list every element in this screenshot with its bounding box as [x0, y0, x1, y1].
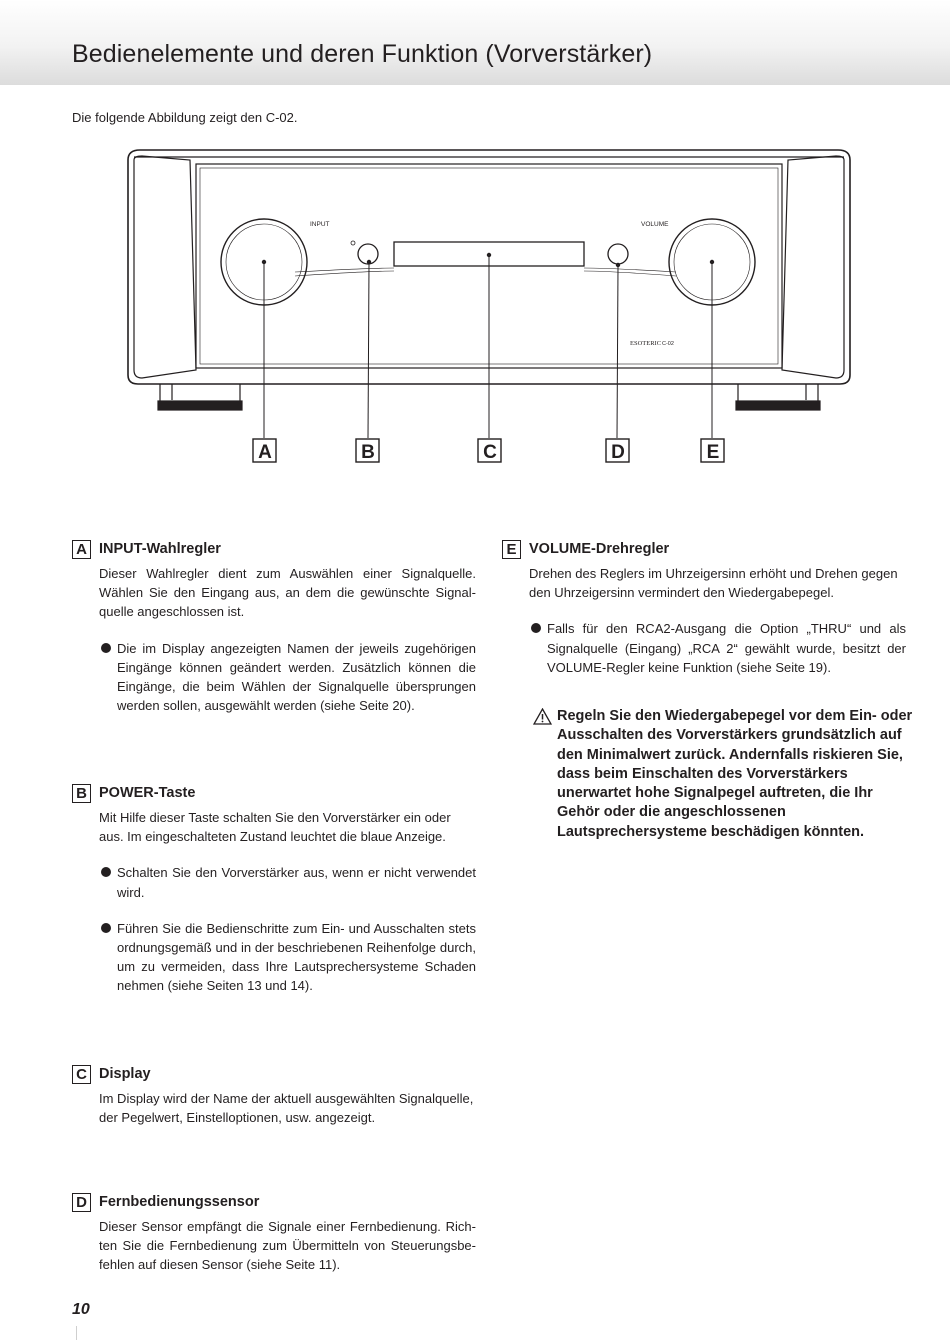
- device-illustration: [0, 140, 950, 480]
- bullet-text: Die im Display angezeigten Namen der jeweils zugehörigen Eingänge können geändert werden. Zusätzlich können die Eingänge, die beim Wählen der Signalquelle übersprungen werden sollen, ausgewählt werden (siehe Seite 20).: [117, 640, 476, 714]
- callout-e: E: [706, 442, 720, 463]
- section-title: VOLUME-Drehregler: [529, 541, 670, 557]
- warning-triangle-icon: [533, 708, 552, 725]
- bullet-dot: [531, 623, 541, 633]
- bullet-item: [529, 619, 906, 677]
- section-letter: B: [72, 784, 91, 803]
- input-label: INPUT: [310, 221, 330, 228]
- section-display: [72, 1065, 476, 1127]
- section-letter: E: [502, 540, 521, 559]
- section-text: Dieser Sensor empfängt die Signale einer Fernbedienung. Richten Sie die Fernbedienung zum Übermitteln von Steuerungsbefehlen auf diesen Sensor (siehe Seite 11).: [99, 1219, 476, 1273]
- section-text: Mit Hilfe dieser Taste schalten Sie den Vorverstärker ein oder aus. Im eingeschalteten Zustand leuchtet die blaue Anzeige.: [99, 810, 451, 845]
- section-title: POWER-Taste: [99, 785, 196, 801]
- page-number: 10: [72, 1301, 90, 1318]
- callout-d: D: [611, 442, 625, 463]
- warning-note: [533, 707, 913, 842]
- volume-label: VOLUME: [641, 221, 669, 228]
- section-text: Im Display wird der Name der aktuell ausgewählten Signalquelle, der Pegelwert, Einstelloptionen, usw. angezeigt.: [99, 1091, 474, 1126]
- section-letter: C: [72, 1065, 91, 1084]
- bullet-dot: [101, 867, 111, 877]
- warning-text: Regeln Sie den Wiedergabepegel vor dem Ein- oder Ausschalten des Vorverstärkers grundsätzlich auf den Minimalwert zurück. Andernfalls riskieren Sie, dass beim Einschalten des Vorverstärkers unerwartet hohe Signalpegel auftreten, die Ihr Gehör oder die angeschlossenen Lautsprechersysteme beschädigen könnten.: [557, 708, 913, 840]
- bullet-dot: [101, 923, 111, 933]
- callout-a: A: [258, 442, 272, 463]
- page-title: Bedienelemente und deren Funktion (Vorverstärker): [72, 40, 653, 68]
- model-label: C-02: [662, 341, 674, 347]
- section-title: Fernbedienungssensor: [99, 1194, 260, 1210]
- section-volume-control: [502, 540, 906, 677]
- callout-b: B: [361, 442, 375, 463]
- section-text: Dieser Wahlregler dient zum Auswählen einer Signalquelle. Wählen Sie den Eingang aus, an dem die gewünschte Signalquelle angeschlossen ist.: [99, 566, 476, 620]
- page-edge-mark: [76, 1326, 78, 1340]
- section-input-selector: [72, 540, 476, 715]
- bullet-item: [99, 639, 476, 716]
- section-title: Display: [99, 1066, 151, 1082]
- section-title: INPUT-Wahlregler: [99, 541, 221, 557]
- section-remote-sensor: [72, 1193, 476, 1275]
- section-letter: D: [72, 1193, 91, 1212]
- bullet-text: Führen Sie die Bedienschritte zum Ein- und Ausschalten stets ordnungsgemäß und in der beschriebenen Reihenfolge durch, um zu vermeiden, dass Ihre Lautsprechersysteme Schaden nehmen (siehe Seiten 13 und 14).: [117, 920, 476, 994]
- bullet-item: [99, 863, 476, 901]
- bullet-text: Schalten Sie den Vorverstärker aus, wenn er nicht verwendet wird.: [117, 865, 476, 900]
- bullet-item: [99, 919, 476, 996]
- section-text: Drehen des Reglers im Uhrzeigersinn erhöht und Drehen gegen den Uhrzeigersinn vermindert den Wiedergabepegel.: [529, 566, 898, 601]
- callout-c: C: [483, 442, 497, 463]
- bullet-text: Falls für den RCA2-Ausgang die Option „THRU“ und als Signalquelle (Eingang) „RCA 2“ gewählt wurde, besitzt der VOLUME-Regler keine Funktion (siehe Seite 19).: [547, 621, 906, 675]
- bullet-dot: [101, 643, 111, 653]
- brand-logo: ESOTERIC: [630, 340, 662, 347]
- intro-text: Die folgende Abbildung zeigt den C-02.: [72, 110, 298, 125]
- section-letter: A: [72, 540, 91, 559]
- section-power-button: [72, 784, 476, 996]
